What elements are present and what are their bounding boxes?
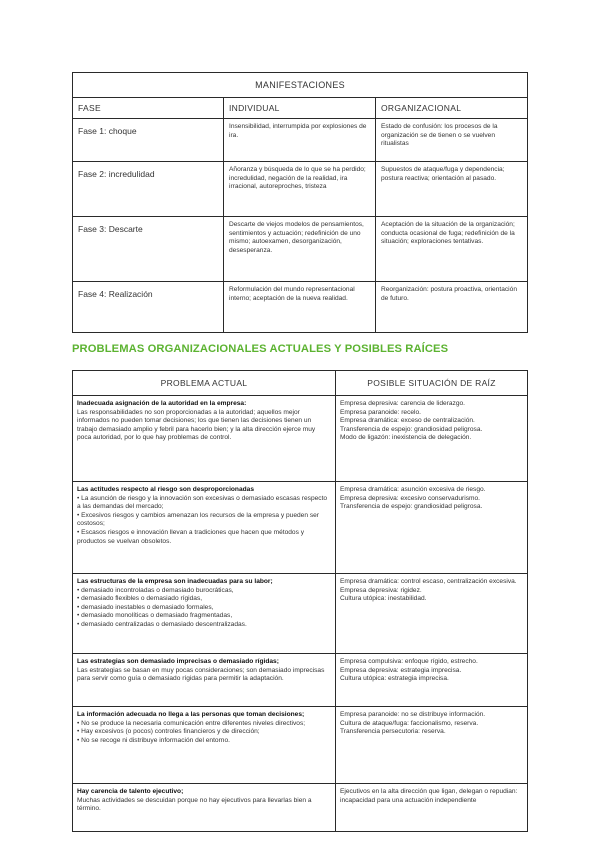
raiz-text: Empresa depresiva: excesivo conservadurismo. xyxy=(340,494,480,502)
problema-text: • No se produce la necesaria comunicación entre diferentes niveles directivos; xyxy=(77,719,306,727)
problema-cell xyxy=(73,396,336,482)
table-row xyxy=(73,396,528,482)
problema-text: • demasiado flexibles o demasiado rígidas, xyxy=(77,595,203,603)
table-row xyxy=(73,217,528,282)
raiz-cell xyxy=(336,707,528,784)
manifestaciones-header-row xyxy=(73,98,528,119)
raiz-text: Empresa paranoide: no se distribuye información. xyxy=(340,711,486,718)
raiz-text: Empresa dramática: control escaso, centralización excesiva. xyxy=(340,578,517,585)
table-row xyxy=(73,707,528,784)
raiz-text: Cultura de ataque/fuga: faccionalismo, reserva. xyxy=(340,719,479,727)
manifestaciones-table xyxy=(72,72,528,333)
individual-cell: Insensibilidad, interrumpida por explosiones de ira. xyxy=(224,119,376,162)
raiz-text: Transferencia persecutoria: reserva. xyxy=(340,728,446,736)
problemas-body xyxy=(73,396,528,832)
table-row xyxy=(73,784,528,832)
problemas-header-row xyxy=(73,371,528,396)
problema-title: Hay carencia de talento ejecutivo; xyxy=(77,788,184,795)
fase-cell: Fase 1: choque xyxy=(73,119,224,162)
raiz-cell xyxy=(336,482,528,574)
raiz-text: Empresa dramática: exceso de centralización. xyxy=(340,417,475,425)
problema-title: Las actitudes respecto al riesgo son desproporcionadas xyxy=(77,486,254,493)
individual-cell: Descarte de viejos modelos de pensamientos, sentimientos y actuación; redefinición de uno mismo; autoexamen, desorganización, desesperanza. xyxy=(224,217,376,282)
problema-text: Muchas actividades se descuidan porque no hay ejecutivos para llevarlas bien a término. xyxy=(77,796,312,813)
raiz-text: Modo de ligazón: inexistencia de delegación. xyxy=(340,434,472,442)
fase-cell: Fase 2: incredulidad xyxy=(73,162,224,217)
table-row xyxy=(73,574,528,654)
raiz-text: Empresa depresiva: rigidez. xyxy=(340,586,422,594)
problema-text: Las responsabilidades no son proporcionadas a la autoridad; aquellos mejor informados no pueden tomar decisiones; los que tienen las decisiones tienen un trabajo demasiado amplio y febril para hacerlo bien; y la alta dirección ejerce muy poca autoridad, por lo que hay problemas de control. xyxy=(77,408,316,442)
raiz-text: Transferencia de espejo: grandiosidad peligrosa. xyxy=(340,425,483,433)
problema-cell xyxy=(73,654,336,707)
raiz-text: Empresa paranoide: recelo. xyxy=(340,408,422,416)
raiz-cell xyxy=(336,574,528,654)
problema-text: • No se recoge ni distribuye información del entorno. xyxy=(77,736,230,744)
individual-cell: Reformulación del mundo representacional interno; aceptación de la nueva realidad. xyxy=(224,282,376,333)
header-organizacional: ORGANIZACIONAL xyxy=(376,98,528,119)
problema-text: • demasiado centralizadas o demasiado descentralizadas. xyxy=(77,620,247,628)
raiz-cell xyxy=(336,396,528,482)
organizacional-cell: Reorganización: postura proactiva, orientación de futuro. xyxy=(376,282,528,333)
fase-cell: Fase 3: Descarte xyxy=(73,217,224,282)
problema-cell xyxy=(73,482,336,574)
header-posible-situacion: POSIBLE SITUACIÓN DE RAÍZ xyxy=(336,371,528,396)
problema-title: Las estructuras de la empresa son inadecuadas para su labor; xyxy=(77,578,273,585)
table-row xyxy=(73,119,528,162)
organizacional-cell: Estado de confusión: los procesos de la organización se de tienen o se vuelven ritualistas xyxy=(376,119,528,162)
raiz-text: Ejecutivos en la alta dirección que ligan, delegan o repudian: incapacidad para una actuación independiente xyxy=(340,788,518,804)
problema-text: • Hay excesivos (o pocos) controles financieros y de dirección; xyxy=(77,728,260,736)
raiz-text: Empresa compulsiva: enfoque rígido, estrecho. xyxy=(340,658,478,665)
problema-cell xyxy=(73,707,336,784)
table-row xyxy=(73,282,528,333)
problemas-table xyxy=(72,370,528,832)
raiz-text: Empresa depresiva: estrategia imprecisa. xyxy=(340,666,462,674)
table-row xyxy=(73,654,528,707)
header-fase: FASE xyxy=(73,98,224,119)
raiz-text: Cultura utópica: inestabilidad. xyxy=(340,595,427,603)
problema-title: La información adecuada no llega a las personas que toman decisiones; xyxy=(77,711,305,718)
table-row xyxy=(73,162,528,217)
raiz-cell xyxy=(336,654,528,707)
manifestaciones-caption: MANIFESTACIONES xyxy=(73,73,528,98)
fase-cell: Fase 4: Realización xyxy=(73,282,224,333)
raiz-text: Empresa dramática: asunción excesiva de riesgo. xyxy=(340,486,486,493)
individual-cell: Añoranza y búsqueda de lo que se ha perdido; incredulidad, negación de la realidad, ira irracional, autoreproches, tristeza xyxy=(224,162,376,217)
organizacional-cell: Supuestos de ataque/fuga y dependencia; postura reactiva; orientación al pasado. xyxy=(376,162,528,217)
problema-text: Las estrategias se basan en muy pocas consideraciones; son demasiado imprecisas para servir como guía o demasiado rígidas para permitir la adaptación. xyxy=(77,666,325,683)
problema-title: Las estrategias son demasiado imprecisas o demasiado rígidas; xyxy=(77,658,279,665)
problema-text: • demasiado inestables o demasiado formales, xyxy=(77,603,214,611)
raiz-cell xyxy=(336,784,528,832)
section-title: PROBLEMAS ORGANIZACIONALES ACTUALES Y POSIBLES RAÍCES xyxy=(72,343,449,355)
organizacional-cell: Aceptación de la situación de la organización; conducta ocasional de fuga; redefinición de la situación; exploraciones tentativas. xyxy=(376,217,528,282)
problema-text: • demasiado monolíticas o demasiado fragmentadas, xyxy=(77,612,233,620)
raiz-text: Empresa depresiva: carencia de liderazgo. xyxy=(340,400,465,407)
problema-cell xyxy=(73,784,336,832)
raiz-text: Transferencia de espejo: grandiosidad peligrosa. xyxy=(340,503,483,511)
header-problema-actual: PROBLEMA ACTUAL xyxy=(73,371,336,396)
table-row xyxy=(73,482,528,574)
problema-text: • demasiado incontroladas o demasiado burocráticas, xyxy=(77,586,234,594)
problema-text: • Escasos riesgos e innovación llevan a tradiciones que hacen que métodos y productos se vuelvan obsoletos. xyxy=(77,528,304,545)
problema-title: Inadecuada asignación de la autoridad en la empresa: xyxy=(77,400,247,407)
header-individual: INDIVIDUAL xyxy=(224,98,376,119)
problema-text: • Excesivos riesgos y cambios amenazan los recursos de la empresa y pueden ser costosos; xyxy=(77,511,319,528)
raiz-text: Cultura utópica: estrategia imprecisa. xyxy=(340,675,449,683)
problema-text: • La asunción de riesgo y la innovación son excesivas o demasiado escasas respecto a las demandas del mercado; xyxy=(77,494,328,511)
problema-cell xyxy=(73,574,336,654)
